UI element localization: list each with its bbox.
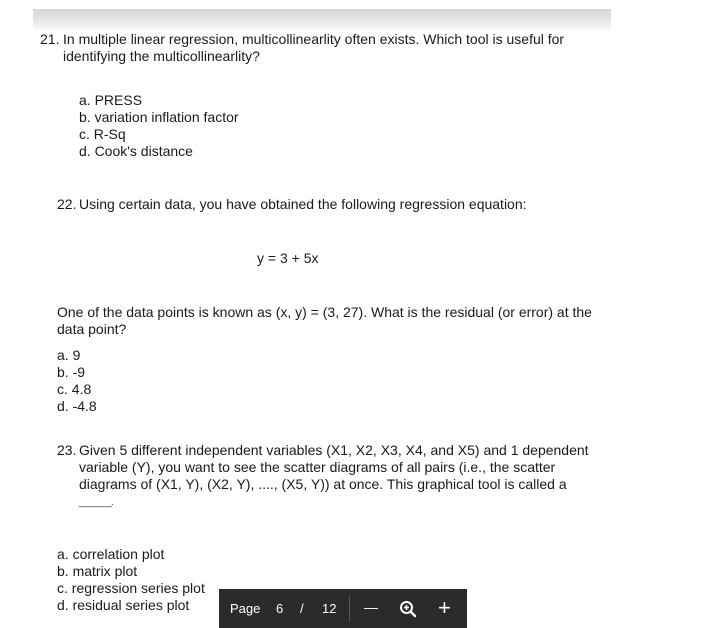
total-pages: 12 bbox=[322, 601, 337, 616]
zoom-in-button[interactable]: + bbox=[438, 595, 451, 620]
question-text: Given 5 different independent variables (X1, X2, X3, X4, and X5) and 1 dependent bbox=[79, 442, 589, 458]
page-label: Page bbox=[230, 601, 261, 616]
viewer-top-edge bbox=[33, 9, 611, 31]
question-text: variable (Y), you want to see the scatter diagrams of all pairs (i.e., the scatter bbox=[79, 459, 556, 475]
question-number: 22. bbox=[57, 196, 77, 212]
zoom-icon[interactable] bbox=[399, 600, 417, 618]
question-number: 21. bbox=[40, 31, 60, 47]
current-page-input[interactable]: 6 bbox=[276, 601, 284, 616]
answer-option: a. correlation plot bbox=[57, 546, 165, 562]
question-text: identifying the multicollinearlity? bbox=[63, 48, 260, 64]
answer-option: d. Cook's distance bbox=[79, 143, 193, 159]
answer-blank: ________. bbox=[79, 497, 113, 507]
page-separator: / bbox=[300, 601, 304, 616]
zoom-out-button[interactable]: — bbox=[364, 599, 378, 615]
answer-option: a. 9 bbox=[57, 347, 81, 363]
regression-equation: y = 3 + 5x bbox=[257, 250, 319, 266]
answer-option: d. -4.8 bbox=[57, 398, 97, 414]
answer-option: d. residual series plot bbox=[57, 597, 190, 613]
question-text: One of the data points is known as (x, y) = (3, 27). What is the residual (or error) at the bbox=[57, 304, 592, 320]
page-toolbar bbox=[219, 589, 467, 628]
toolbar-divider bbox=[349, 595, 350, 622]
question-text: data point? bbox=[57, 321, 127, 337]
question-number: 23. bbox=[57, 442, 77, 458]
answer-option: c. 4.8 bbox=[57, 381, 92, 397]
answer-option: c. R-Sq bbox=[79, 126, 126, 142]
answer-option: b. variation inflation factor bbox=[79, 109, 239, 125]
question-text: In multiple linear regression, multicollinearlity often exists. Which tool is useful for bbox=[63, 31, 565, 47]
question-text: diagrams of (X1, Y), (X2, Y), ...., (X5, Y)) at once. This graphical tool is called a bbox=[79, 476, 567, 492]
answer-option: c. regression series plot bbox=[57, 580, 205, 596]
question-text: Using certain data, you have obtained the following regression equation: bbox=[79, 196, 527, 212]
answer-option: a. PRESS bbox=[79, 92, 143, 108]
answer-option: b. matrix plot bbox=[57, 563, 138, 579]
answer-option: b. -9 bbox=[57, 364, 86, 380]
